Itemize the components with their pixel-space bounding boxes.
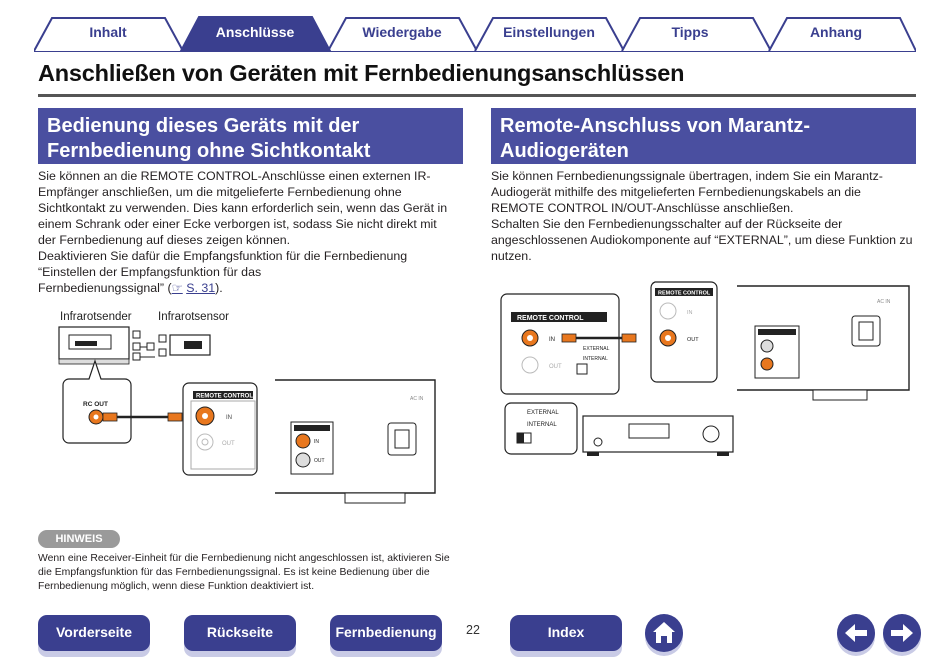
receiver-rear-panel [275,380,435,503]
remote-cable [103,413,182,421]
component-in-label: IN [549,337,555,343]
left-paragraph-2-end: ). [215,281,223,295]
right-section-heading [491,108,916,164]
component-external-label: EXTERNAL [583,346,610,352]
left-heading-line1: Bedienung dieses Geräts mit der [47,115,360,137]
arrow-right-icon [883,614,921,652]
note-text: Wenn eine Receiver-Einheit für die Fernbedienung nicht angeschlossen ist, aktivieren Sie die Empfangsfunktion für das Fernbedienungssignal. Es ist keine Bedienung über die Fernbedienung möglich, wenn diese Funktion deaktiviert ist. [38,553,450,592]
connector-icons [133,331,155,360]
receiver-panel-callout [651,282,717,382]
rc-out-label: RC OUT [83,401,108,408]
arrow-left-icon [837,614,875,652]
left-paragraph-2-line3 [38,280,458,296]
left-paragraph-1: Sie können an die REMOTE CONTROL-Anschlüsse einen externen IR-Empfänger anschließen, um die mitgelieferte Fernbedienung ohne Sichtkontakt zu verwenden. Dies kann erforderlich sein, wenn das Gerät in einem Schrank oder einer Ecke verborgen ist, sodass Sie nicht direkt mit der Fernbedienung auf dieses zeigen können. [38,169,448,247]
tab-inhalt[interactable]: Inhalt [89,24,127,40]
next-page-button[interactable] [883,614,921,652]
page-reference-icon[interactable]: ☞ [171,281,183,295]
page-title: Anschließen von Geräten mit Fernbedienungsanschlüssen [38,60,685,86]
component-internal-label: INTERNAL [583,356,608,362]
ir-receiver-connection-diagram [55,305,440,505]
tab-anhang[interactable]: Anhang [809,24,863,40]
ac-in-label-right: AC IN [877,299,891,305]
component-remote-control-label: REMOTE CONTROL [517,315,584,322]
page-reference-link[interactable]: S. 31 [186,281,216,295]
switch-internal-label: INTERNAL [527,422,557,428]
remote-control-label: REMOTE CONTROL [196,393,253,400]
audio-component-device [583,416,733,456]
marantz-remote-connection-diagram [497,278,917,458]
component-out-label: OUT [549,364,562,370]
right-heading-line2: Audiogeräten [500,140,629,162]
ir-transmitter-label: Infrarotsender [60,311,132,323]
remote-in-label: IN [226,415,232,421]
ir-sensor-device [159,335,210,356]
left-section-heading [38,108,463,164]
ac-in-label: AC IN [410,396,424,402]
home-icon [645,614,683,652]
rear-panel-button[interactable]: Rückseite [184,615,296,651]
remote-control-button[interactable]: Fernbedienung [330,615,442,651]
ir-transmitter-device [59,327,129,364]
ir-sensor-label: Infrarotsensor [158,311,229,323]
right-paragraph-1: Sie können Fernbedienungssignale übertragen, indem Sie ein Marantz-Audiogerät mithilfe des mitgelieferten Fernbedienungskabels an die REMOTE CONTROL IN/OUT-Anschlüsse anschließen. [491,169,883,215]
switch-external-label: EXTERNAL [527,410,559,416]
receiver-in-label-right: IN [687,310,693,316]
left-paragraph-2-line1: Deaktivieren Sie dafür die Empfangsfunktion für die Fernbedienung [38,249,408,263]
tab-anschluesse[interactable]: Anschlüsse [215,24,295,40]
tab-tipps[interactable]: Tipps [671,24,709,40]
left-section-text [38,168,458,296]
right-section-text [491,168,916,264]
remote-out-label: OUT [222,441,235,447]
receiver-out-label: OUT [314,458,325,464]
front-panel-button[interactable]: Vorderseite [38,615,150,651]
component-callout [501,294,619,394]
right-paragraph-2: Schalten Sie den Fernbedienungsschalter auf der Rückseite der angeschlossenen Audiokomponente auf “EXTERNAL”, um diese Funktion zu nutzen. [491,217,913,263]
index-button[interactable]: Index [510,615,622,651]
tab-wiedergabe[interactable]: Wiedergabe [362,24,442,40]
left-paragraph-2-line2: “Einstellen der Empfangsfunktion für das [38,265,262,279]
previous-page-button[interactable] [837,614,875,652]
left-paragraph-2-line3-text: Fernbedienungssignal” ( [38,281,172,295]
tab-einstellungen[interactable]: Einstellungen [503,24,595,40]
tab-bar [34,16,916,52]
note-badge: HINWEIS [38,530,120,548]
receiver-remote-control-label: REMOTE CONTROL [658,290,711,297]
title-divider [38,94,916,97]
home-button[interactable] [645,614,683,652]
left-heading-line2: Fernbedienung ohne Sichtkontakt [47,140,371,162]
receiver-in-label: IN [314,439,319,445]
receiver-rear-panel-right [737,286,909,400]
page-number: 22 [466,623,480,637]
right-heading-line1: Remote-Anschluss von Marantz- [500,115,811,137]
receiver-out-label-right: OUT [687,337,699,343]
